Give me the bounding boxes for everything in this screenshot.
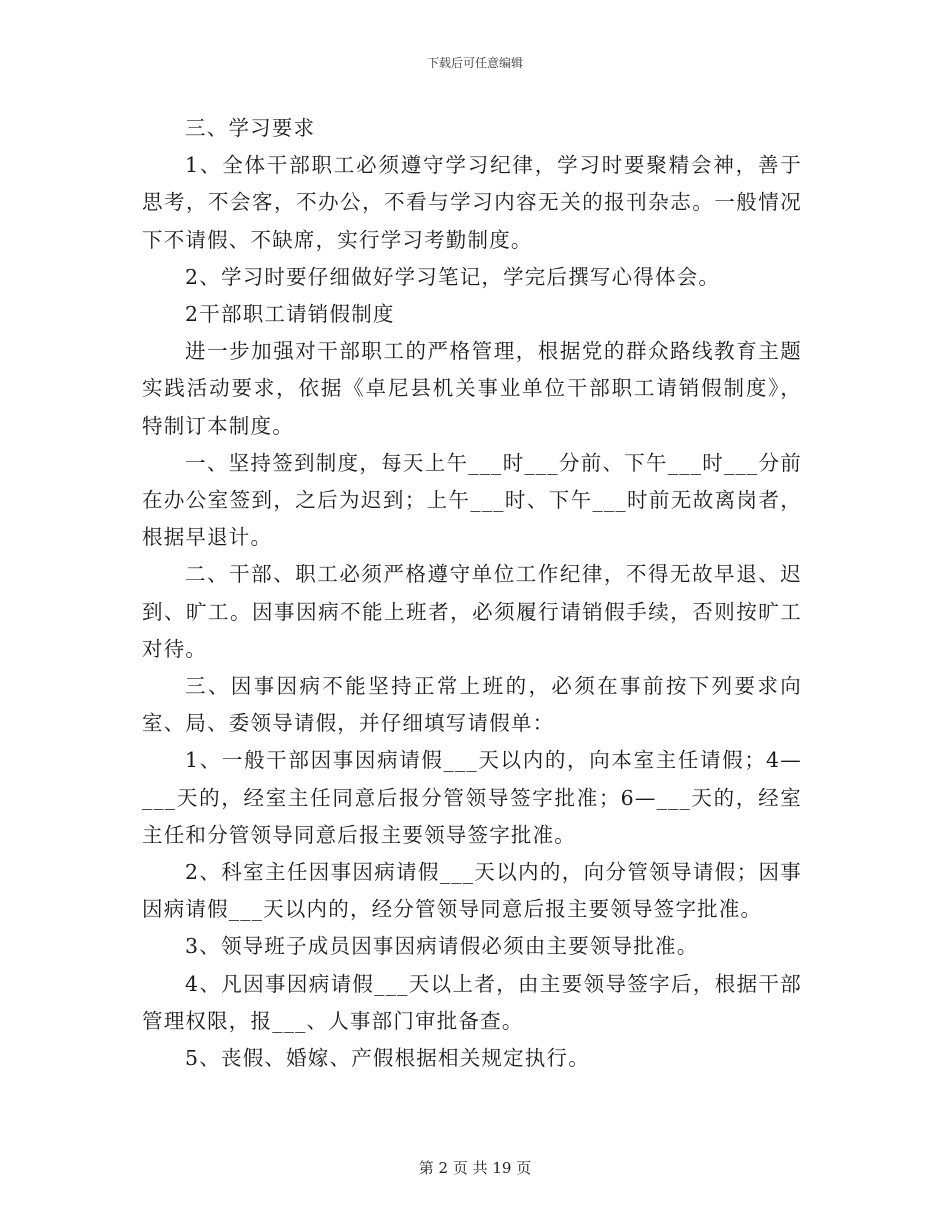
- section-heading-leave-system: 2干部职工请销假制度: [185, 302, 395, 327]
- paragraph: 二、干部、职工必须严格遵守单位工作纪律，不得无故早退、迟到、旷工。因事因病不能上班者，必须履行请销假手续，否则按旷工对待。: [142, 562, 802, 661]
- page-number: 第 2 页 共 19 页: [418, 1159, 532, 1177]
- paragraph: 一、坚持签到制度，每天上午___时___分前、下午___时___分前在办公室签到，之后为迟到；上午___时、下午___时前无故离岗者，根据早退计。: [142, 450, 802, 550]
- paragraph: 5、丧假、婚嫁、产假根据相关规定执行。: [185, 1046, 590, 1071]
- paragraph: 3、领导班子成员因事因病请假必须由主要领导批准。: [185, 934, 699, 959]
- paragraph: 4、凡因事因病请假___天以上者，由主要领导签字后，根据干部管理权限，报___、人事部门审批备查。: [142, 971, 802, 1033]
- paragraph: 进一步加强对干部职工的严格管理，根据党的群众路线教育主题实践活动要求，依据《卓尼县机关事业单位干部职工请销假制度》，特制订本制度。: [142, 339, 802, 438]
- paragraph: 1、一般干部因事因病请假___天以内的，向本室主任请假；4—___天的，经室主任同意后报分管领导签字批准；6—___天的，经室主任和分管领导同意后报主要领导签字批准。: [142, 748, 802, 847]
- section-heading-study-requirements: 三、学习要求: [185, 116, 316, 140]
- paragraph: 三、因事因病不能坚持正常上班的，必须在事前按下列要求向室、局、委领导请假，并仔细填写请假单：: [142, 674, 802, 736]
- paragraph: 2、科室主任因事因病请假___天以内的，向分管领导请假；因事因病请假___天以内的，经分管领导同意后报主要领导签字批准。: [142, 860, 802, 922]
- document-body: [142, 110, 802, 1077]
- page-header: 下载后可任意编辑: [426, 56, 523, 70]
- paragraph: 2、学习时要仔细做好学习笔记，学完后撰写心得体会。: [185, 264, 721, 289]
- paragraph: 1、全体干部职工必须遵守学习纪律，学习时要聚精会神，善于思考，不会客，不办公，不看与学习内容无关的报刊杂志。一般情况下不请假、不缺席，实行学习考勤制度。: [142, 153, 802, 252]
